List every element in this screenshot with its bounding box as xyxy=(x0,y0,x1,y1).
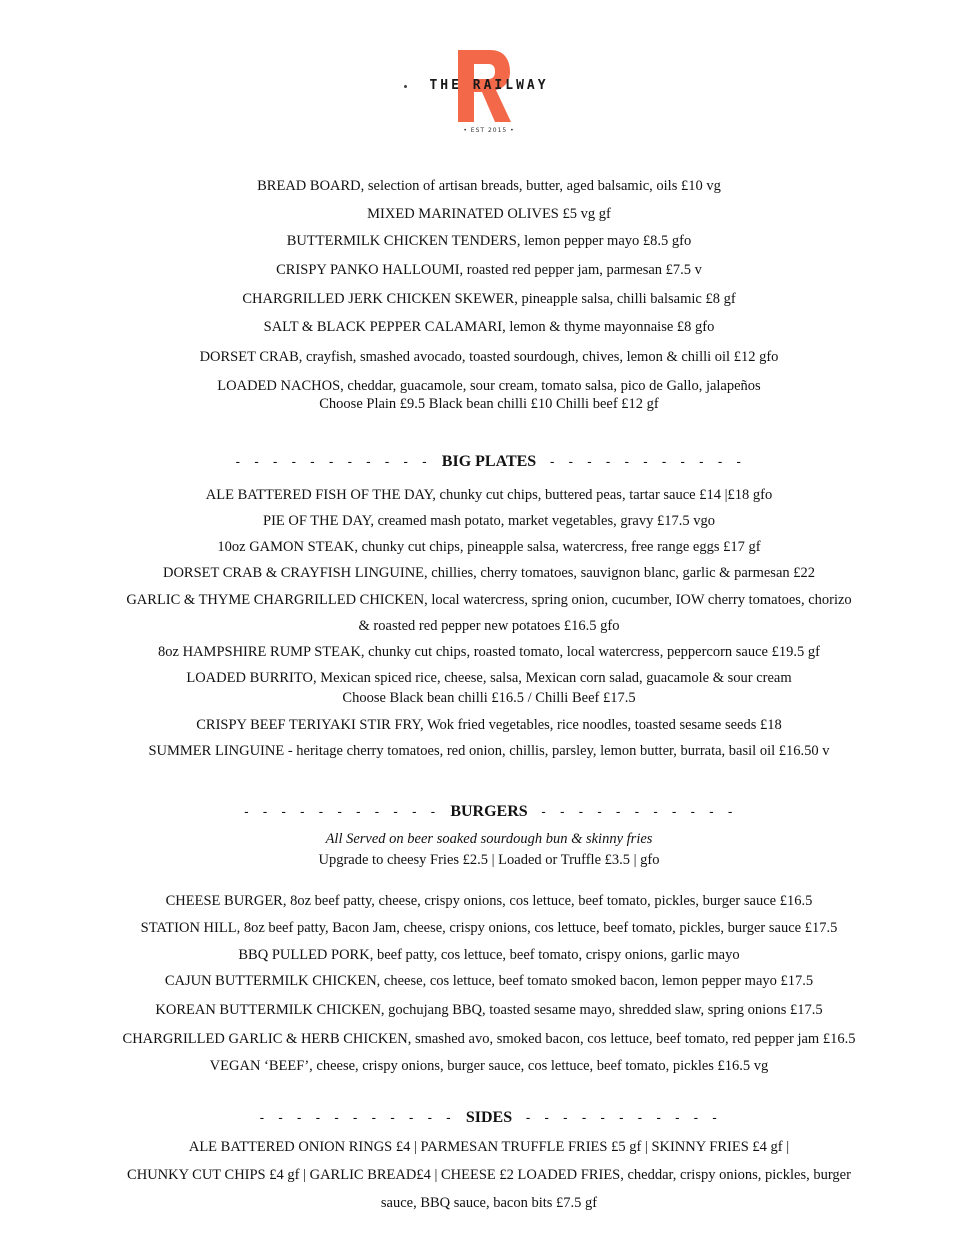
menu-item: SALT & BLACK PEPPER CALAMARI, lemon & thyme mayonnaise £8 gfo xyxy=(263,319,715,335)
burgers-upgrade: Upgrade to cheesy Fries £2.5 | Loaded or Truffle £3.5 | gfo xyxy=(318,852,660,868)
heading-title: BIG PLATES xyxy=(441,453,537,470)
menu-item: VEGAN ‘BEEF’, cheese, crispy onions, burger sauce, cos lettuce, beef tomato, pickles £16.5 vg xyxy=(209,1058,769,1074)
heading-title: SIDES xyxy=(465,1109,513,1126)
heading-dashes: - - - - - - - - - - - xyxy=(242,805,439,820)
section-heading-burgers xyxy=(0,803,978,821)
restaurant-logo xyxy=(0,48,978,144)
heading-dashes: - - - - - - - - - - - xyxy=(539,805,736,820)
menu-item: GARLIC & THYME CHARGRILLED CHICKEN, local watercress, spring onion, cucumber, IOW cherry tomatoes, chorizo xyxy=(126,592,852,608)
burgers-note: All Served on beer soaked sourdough bun & skinny fries xyxy=(325,831,653,847)
menu-item: KOREAN BUTTERMILK CHICKEN, gochujang BBQ, toasted sesame mayo, shredded slaw, spring onions £17.5 xyxy=(155,1002,823,1018)
menu-item: CHEESE BURGER, 8oz beef patty, cheese, crispy onions, cos lettuce, beef tomato, pickles, burger sauce £16.5 xyxy=(165,893,813,909)
menu-item-options: Choose Black bean chilli £16.5 / Chilli Beef £17.5 xyxy=(342,690,636,706)
heading-dashes: - - - - - - - - - - - xyxy=(548,455,745,470)
sides-line: sauce, BBQ sauce, bacon bits £7.5 gf xyxy=(380,1195,598,1211)
menu-item: 8oz HAMPSHIRE RUMP STEAK, chunky cut chips, roasted tomato, local watercress, peppercorn sauce £19.5 gf xyxy=(158,644,820,660)
menu-item: CRISPY BEEF TERIYAKI STIR FRY, Wok fried vegetables, rice noodles, toasted sesame seeds £18 xyxy=(196,717,782,733)
menu-item: PIE OF THE DAY, creamed mash potato, market vegetables, gravy £17.5 vgo xyxy=(263,513,715,529)
menu-item: LOADED NACHOS, cheddar, guacamole, sour cream, tomato salsa, pico de Gallo, jalapeños xyxy=(217,378,761,394)
menu-item: BREAD BOARD, selection of artisan breads, butter, aged balsamic, oils £10 vg xyxy=(257,178,721,194)
menu-item: DORSET CRAB, crayfish, smashed avocado, toasted sourdough, chives, lemon & chilli oil £12 gfo xyxy=(199,349,779,365)
heading-dashes: - - - - - - - - - - - xyxy=(524,1111,720,1126)
menu-item-options: Choose Plain £9.5 Black bean chilli £10 Chilli beef £12 gf xyxy=(319,396,659,412)
menu-item: BUTTERMILK CHICKEN TENDERS, lemon pepper mayo £8.5 gfo xyxy=(286,233,692,249)
section-heading-sides xyxy=(0,1109,978,1127)
menu-item: STATION HILL, 8oz beef patty, Bacon Jam, cheese, crispy onions, cos lettuce, beef tomato, pickles, burger sauce £17.5 xyxy=(140,920,838,936)
heading-dashes: - - - - - - - - - - - xyxy=(258,1111,454,1126)
menu-item: MIXED MARINATED OLIVES £5 vg gf xyxy=(367,206,611,222)
menu-item: 10oz GAMON STEAK, chunky cut chips, pineapple salsa, watercress, free range eggs £17 gf xyxy=(217,539,761,555)
heading-title: BURGERS xyxy=(450,803,528,820)
menu-item: DORSET CRAB & CRAYFISH LINGUINE, chillies, cherry tomatoes, sauvignon blanc, garlic & parmesan £22 xyxy=(162,565,816,581)
menu-item: CHARGRILLED GARLIC & HERB CHICKEN, smashed avo, smoked bacon, cos lettuce, beef tomato, red pepper jam £16.5 xyxy=(122,1031,856,1047)
heading-dashes: - - - - - - - - - - - xyxy=(233,455,430,470)
menu-item-continued: & roasted red pepper new potatoes £16.5 gfo xyxy=(358,618,620,634)
menu-item: SUMMER LINGUINE - heritage cherry tomatoes, red onion, chillis, parsley, lemon butter, burrata, basil oil £16.50 v xyxy=(148,743,830,759)
sides-line: CHUNKY CUT CHIPS £4 gf | GARLIC BREAD£4 | CHEESE £2 LOADED FRIES, cheddar, crispy onions, pickles, burger xyxy=(127,1167,851,1183)
menu-item: CHARGRILLED JERK CHICKEN SKEWER, pineapple salsa, chilli balsamic £8 gf xyxy=(242,291,736,307)
menu-item: ALE BATTERED FISH OF THE DAY, chunky cut chips, buttered peas, tartar sauce £14 |£18 gfo xyxy=(205,487,773,503)
menu-item: CRISPY PANKO HALLOUMI, roasted red pepper jam, parmesan £7.5 v xyxy=(276,262,702,278)
logo-established: • EST 2015 • xyxy=(463,127,515,134)
menu-item: LOADED BURRITO, Mexican spiced rice, cheese, salsa, Mexican corn salad, guacamole & sour cream xyxy=(186,670,792,686)
menu-item: BBQ PULLED PORK, beef patty, cos lettuce, beef tomato, crispy onions, garlic mayo xyxy=(238,947,740,963)
menu-item: CAJUN BUTTERMILK CHICKEN, cheese, cos lettuce, beef tomato smoked bacon, lemon pepper mayo £17.5 xyxy=(164,973,814,989)
sides-line: ALE BATTERED ONION RINGS £4 | PARMESAN TRUFFLE FRIES £5 gf | SKINNY FRIES £4 gf | xyxy=(188,1139,790,1155)
section-heading-big-plates xyxy=(0,453,978,471)
logo-name: THE RAILWAY xyxy=(429,78,549,93)
